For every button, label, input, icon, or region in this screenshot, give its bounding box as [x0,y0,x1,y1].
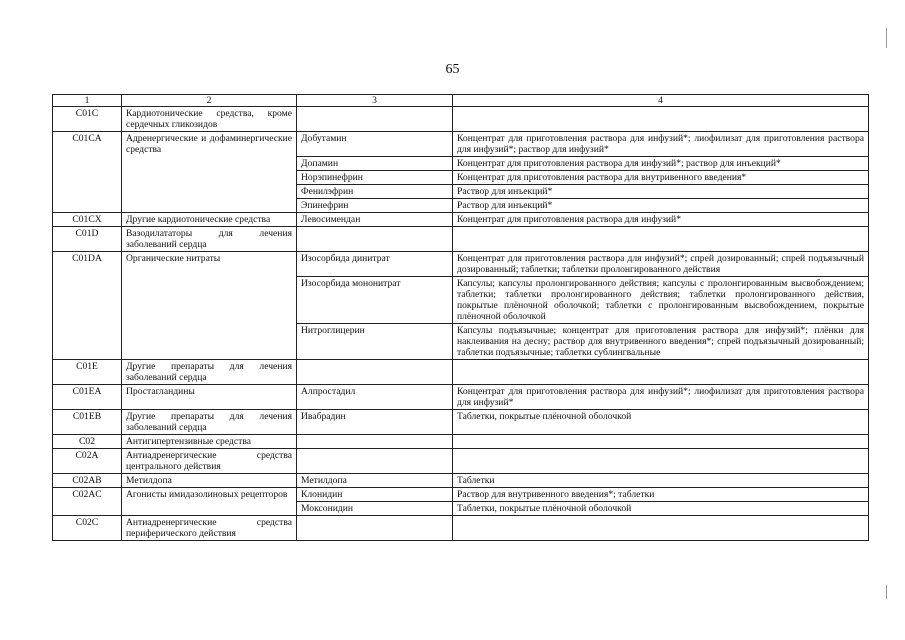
header-col-2: 2 [122,95,297,107]
atc-group-name: Антиадренергические средства периферического действия [122,516,297,541]
dosage-forms: Таблетки, покрытые плёночной оболочкой [453,502,869,516]
dosage-forms: Концентрат для приготовления раствора для инфузий*; лиофилизат для приготовления раствора для инфузий* [453,385,869,410]
dosage-forms [453,227,869,252]
dosage-forms: Концентрат для приготовления раствора для инфузий* [453,213,869,227]
drug-name: Метилдопа [297,474,453,488]
atc-group-name: Другие препараты для лечения заболеваний сердца [122,410,297,435]
medication-table [52,94,869,541]
dosage-forms [453,449,869,474]
dosage-forms: Концентрат для приготовления раствора для инфузий*; спрей дозированный; спрей подъязычный дозированный; таблетки; таблетки пролонгированного действия [453,252,869,277]
table-row [53,213,869,227]
atc-group-name: Антиадренергические средства центрального действия [122,449,297,474]
drug-name: Изосорбида динитрат [297,252,453,277]
dosage-forms: Концентрат для приготовления раствора для инфузий*; раствор для инъекций* [453,157,869,171]
drug-name: Изосорбида мононитрат [297,277,453,324]
drug-name [297,516,453,541]
drug-name: Левосимендан [297,213,453,227]
table-row [53,474,869,488]
atc-group-name: Метилдопа [122,474,297,488]
table-header-row [53,95,869,107]
header-col-3: 3 [297,95,453,107]
atc-code: C02C [53,516,122,541]
header-col-4: 4 [453,95,869,107]
atc-code: C02AB [53,474,122,488]
drug-name: Эпинефрин [297,199,453,213]
table-row [53,449,869,474]
drug-name: Фенилэфрин [297,185,453,199]
page-number: 65 [445,62,460,77]
drug-name [297,435,453,449]
dosage-forms [453,516,869,541]
drug-name: Норэпинефрин [297,171,453,185]
dosage-forms: Раствор для внутривенного введения*; таблетки [453,488,869,502]
atc-code: C01CX [53,213,122,227]
atc-code: C01E [53,360,122,385]
atc-group-name: Агонисты имидазолиновых рецепторов [122,488,297,516]
atc-group-name: Адренергические и дофаминергические средства [122,132,297,213]
table-row [53,385,869,410]
scan-edge-mark [886,28,887,48]
atc-group-name: Органические нитраты [122,252,297,360]
drug-name [297,107,453,132]
table-row [53,410,869,435]
dosage-forms [453,360,869,385]
table-row [53,227,869,252]
table-row [53,252,869,277]
atc-code: C02A [53,449,122,474]
atc-code: C01C [53,107,122,132]
atc-group-name: Другие кардиотонические средства [122,213,297,227]
table-row [53,516,869,541]
atc-code: C02 [53,435,122,449]
drug-name: Алпростадил [297,385,453,410]
atc-code: C02AC [53,488,122,516]
dosage-forms: Таблетки [453,474,869,488]
medication-table-body [53,95,869,541]
header-col-1: 1 [53,95,122,107]
dosage-forms: Концентрат для приготовления раствора для инфузий*; лиофилизат для приготовления раствора для инфузий*; раствор для инфузий* [453,132,869,157]
atc-group-name: Простагландины [122,385,297,410]
drug-name: Клонидин [297,488,453,502]
drug-name: Допамин [297,157,453,171]
atc-code: C01EB [53,410,122,435]
atc-code: C01CA [53,132,122,213]
dosage-forms: Капсулы; капсулы пролонгированного действия; капсулы с пролонгированным высвобождением; таблетки; таблетки пролонгированного действия; таблетки пролонгированного действия, покрытые плёночной оболочкой; таблетки с пролонгированным высвобождением, покрытые плёночной оболочкой [453,277,869,324]
atc-group-name: Другие препараты для лечения заболеваний сердца [122,360,297,385]
atc-code: C01DA [53,252,122,360]
dosage-forms: Концентрат для приготовления раствора для внутривенного введения* [453,171,869,185]
drug-name: Ивабрадин [297,410,453,435]
dosage-forms [453,107,869,132]
scan-edge-mark [886,585,887,599]
atc-code: C01EA [53,385,122,410]
atc-group-name: Вазодилататоры для лечения заболеваний сердца [122,227,297,252]
dosage-forms: Таблетки, покрытые плёночной оболочкой [453,410,869,435]
dosage-forms: Раствор для инъекций* [453,199,869,213]
atc-group-name: Антигипертензивные средства [122,435,297,449]
drug-name: Моксонидин [297,502,453,516]
atc-code: C01D [53,227,122,252]
table-row [53,132,869,157]
atc-group-name: Кардиотонические средства, кроме сердечных гликозидов [122,107,297,132]
drug-name [297,227,453,252]
table-row [53,488,869,502]
table-row [53,360,869,385]
table-row [53,107,869,132]
drug-name: Нитроглицерин [297,324,453,360]
drug-name [297,360,453,385]
dosage-forms: Капсулы подъязычные; концентрат для приготовления раствора для инфузий*; плёнки для наклеивания на десну; раствор для внутривенного введения*; спрей подъязычный дозированный; таблетки подъязычные; таблетки сублингвальные [453,324,869,360]
dosage-forms [453,435,869,449]
table-row [53,435,869,449]
drug-name: Добутамин [297,132,453,157]
drug-name [297,449,453,474]
dosage-forms: Раствор для инъекций* [453,185,869,199]
